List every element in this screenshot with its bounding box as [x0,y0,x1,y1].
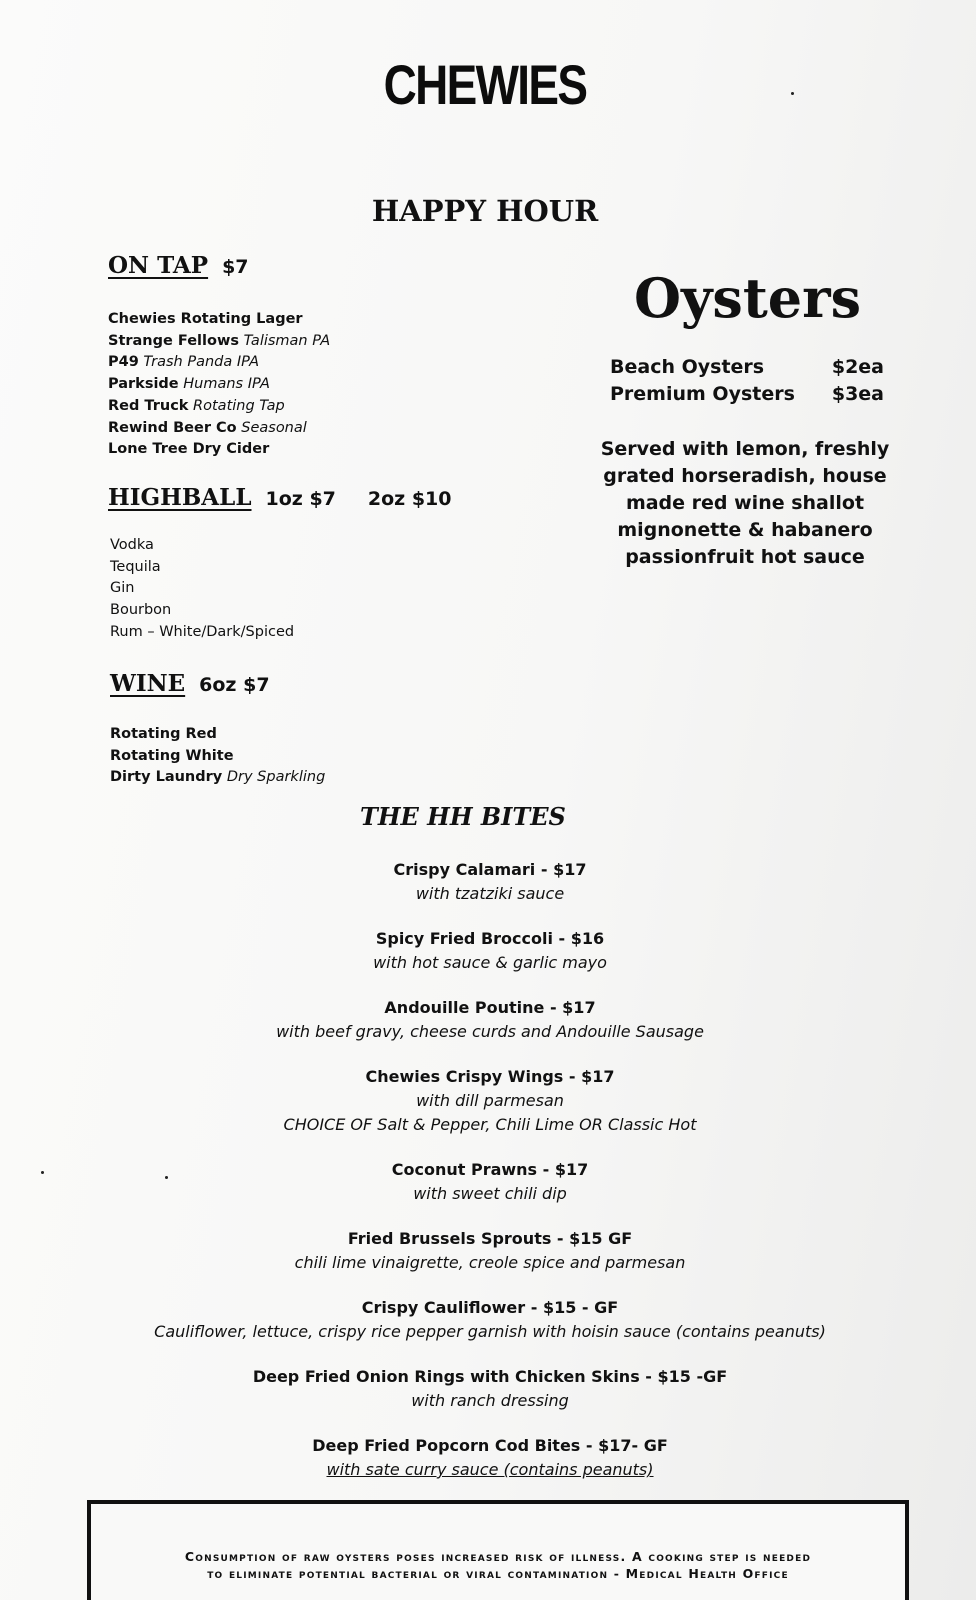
bite-item [140,1434,840,1482]
list-item: Vodka [110,537,154,553]
bite-name: Chewies Crispy Wings - $17 [365,1067,615,1086]
list-item: Chewies Rotating Lager [108,311,303,327]
bite-item [140,1365,840,1413]
oyster-name: Premium Oysters [610,383,795,405]
oyster-price: $3ea [831,383,884,405]
bite-description: with tzatziki sauce [415,884,565,903]
list-item: Rewind Beer Co Seasonal [108,419,307,436]
list-item: Rotating White [110,747,234,764]
bite-name: Crispy Calamari - $17 [393,860,587,879]
bite-item [140,996,840,1044]
bite-name: Spicy Fried Broccoli - $16 [375,929,605,948]
bite-description: with hot sauce & garlic mayo [373,953,607,972]
oyster-price: $2ea [831,356,884,378]
bite-name: Deep Fried Popcorn Cod Bites - $17- GF [312,1436,668,1455]
highball-price-1oz: 1oz $7 [265,488,336,510]
bites-list [140,858,840,1503]
restaurant-name: CHEWIES [383,53,587,116]
health-notice-box [87,1500,909,1600]
list-item: Bourbon [110,602,172,619]
bite-item [140,1227,840,1275]
bite-name: Coconut Prawns - $17 [391,1160,589,1179]
scan-speck [791,92,794,95]
on-tap-heading [108,252,249,279]
bite-description: with beef gravy, cheese curds and Andouille Sausage [276,1022,704,1041]
highball-price-2oz: 2oz $10 [367,488,452,510]
list-item: Rum – White/Dark/Spiced [110,623,295,640]
highball-title: HIGHBALL [108,484,252,511]
bite-item [140,927,840,975]
menu-title: HAPPY HOUR [371,194,599,228]
oyster-row [610,356,884,378]
bite-description: CHOICE OF Salt & Pepper, Chili Lime OR Classic Hot [283,1115,697,1134]
bite-description: Cauliflower, lettuce, crispy rice pepper garnish with hoisin sauce (contains peanuts) [154,1322,826,1341]
wine-title: WINE [110,670,186,697]
bite-name: Deep Fried Onion Rings with Chicken Skins - $15 -GF [252,1367,728,1386]
bite-name: Crispy Cauliflower - $15 - GF [361,1298,619,1317]
bite-description: with sweet chili dip [413,1184,567,1203]
bite-description: with dill parmesan [416,1091,564,1110]
bite-description: chili lime vinaigrette, creole spice and parmesan [294,1253,686,1272]
on-tap-price: $7 [222,256,249,278]
list-item: Gin [110,580,135,597]
highball-list [110,535,294,644]
scan-speck [41,1171,44,1174]
bite-item [140,1158,840,1206]
bite-item [140,858,840,906]
bite-description: with sate curry sauce (contains peanuts) [326,1460,654,1479]
health-notice-text: Consumption of raw oysters poses increased risk of illness. A cooking step is needed to eliminate potential bacterial or viral contamination - Medical Health Office [184,1549,812,1581]
wine-list [110,724,325,789]
on-tap-list [108,309,330,461]
list-item: Strange Fellows Talisman PA [108,332,331,349]
bite-description: with ranch dressing [411,1391,569,1410]
list-item: Parkside Humans IPA [108,376,270,393]
list-item: Dirty Laundry Dry Sparkling [110,769,326,786]
on-tap-title: ON TAP [108,252,209,279]
bite-item [140,1296,840,1344]
highball-heading [108,484,452,511]
scan-speck [165,1176,168,1179]
oyster-row [610,383,884,405]
oyster-name: Beach Oysters [610,356,765,378]
bite-item [140,1065,840,1137]
bites-heading: THE HH BITES [360,802,566,831]
list-item: Lone Tree Dry Cider [108,441,270,458]
wine-heading [110,670,270,697]
oysters-description: Served with lemon, freshly grated horseradish, house made red wine shallot mignonette & habanero passionfruit hot sauce [600,438,890,568]
bite-name: Fried Brussels Sprouts - $15 GF [347,1229,633,1248]
list-item: Red Truck Rotating Tap [108,397,285,414]
list-item: P49 Trash Panda IPA [108,354,260,371]
list-item: Tequila [110,558,161,575]
bite-name: Andouille Poutine - $17 [384,998,596,1017]
oysters-heading: Oysters [634,266,861,330]
wine-price: 6oz $7 [199,674,270,696]
list-item: Rotating Red [110,726,217,742]
